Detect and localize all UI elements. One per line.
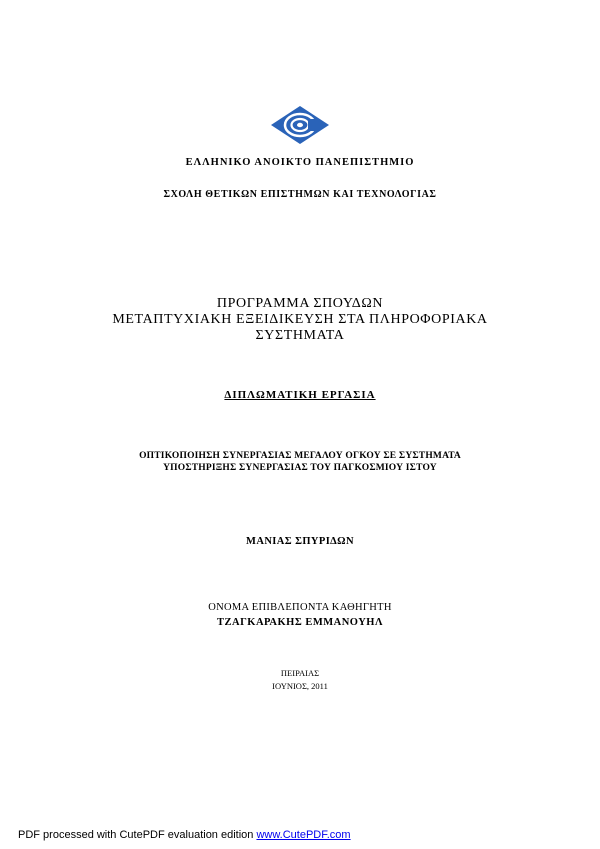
university-logo-icon — [270, 105, 330, 145]
footer-text: PDF processed with CutePDF evaluation edition — [18, 829, 257, 841]
date: ΙΟΥΝΙΟΣ, 2011 — [272, 681, 328, 691]
footer-link[interactable]: www.CutePDF.com — [256, 829, 351, 841]
supervisor-name: ΤΖΑΓΚΑΡΑΚΗΣ ΕΜΜΑΝΟΥΗΛ — [217, 617, 383, 628]
university-name: ΕΛΛΗΝΙΚΟ ΑΝΟΙΚΤΟ ΠΑΝΕΠΙΣΤΗΜΙΟ — [185, 157, 415, 168]
program-line-2: ΜΕΤΑΠΤΥΧΙΑΚΗ ΕΞΕΙΔΙΚΕΥΣΗ ΣΤΑ ΠΛΗΡΟΦΟΡΙΑΚΑ — [112, 312, 488, 327]
school-name: ΣΧΟΛΗ ΘΕΤΙΚΩΝ ΕΠΙΣΤΗΜΩΝ ΚΑΙ ΤΕΧΝΟΛΟΓΙΑΣ — [163, 189, 437, 200]
program-line-1: ΠΡΟΓΡΑΜΜΑ ΣΠΟΥΔΩΝ — [216, 296, 384, 311]
place: ΠΕΙΡΑΙΑΣ — [280, 668, 320, 678]
thesis-label: ΔΙΠΛΩΜΑΤΙΚΗ ΕΡΓΑΣΙΑ — [224, 389, 376, 401]
footer-watermark — [18, 829, 351, 841]
supervisor-label: ΟΝΟΜΑ ΕΠΙΒΛΕΠΟΝΤΑ ΚΑΘΗΓΗΤΗ — [208, 602, 392, 613]
author-name: ΜΑΝΙΑΣ ΣΠΥΡΙΔΩΝ — [246, 536, 354, 547]
program-title — [0, 296, 600, 344]
thesis-title-line-1: ΟΠΤΙΚΟΠΟΙΗΣΗ ΣΥΝΕΡΓΑΣΙΑΣ ΜΕΓΑΛΟΥ ΟΓΚΟΥ ΣΕ ΣΥΣΤΗΜΑΤΑ — [139, 451, 461, 461]
thesis-title — [0, 450, 600, 474]
thesis-title-line-2: ΥΠΟΣΤΗΡΙΞΗΣ ΣΥΝΕΡΓΑΣΙΑΣ ΤΟΥ ΠΑΓΚΟΣΜΙΟΥ ΙΣΤΟΥ — [163, 463, 437, 473]
program-line-3: ΣΥΣΤΗΜΑΤΑ — [255, 328, 345, 343]
